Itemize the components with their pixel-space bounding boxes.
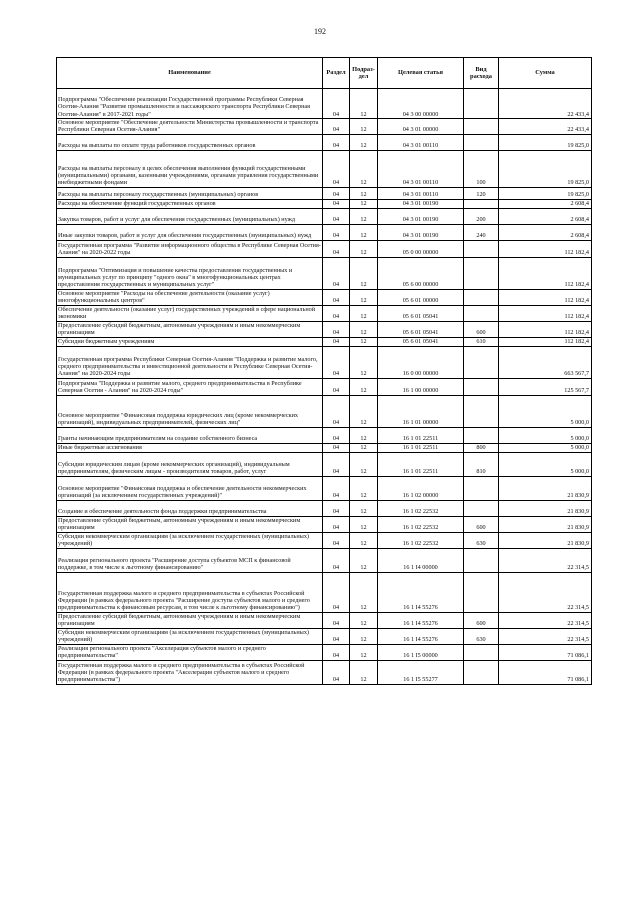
row-target: 04 3 00 00000: [378, 89, 464, 119]
row-sum: 2 608,4: [499, 224, 592, 240]
row-target: 16 1 02 00000: [378, 476, 464, 500]
row-name: Государственная программа "Развитие информационного общества в Республике Северная Осетия-Алания" на 2020-2022 годы: [58, 242, 321, 257]
row-name: Иные закупки товаров, работ и услуг для обеспечения государственных (муниципальных) нужд: [57, 224, 323, 240]
row-sum: 19 825,0: [499, 150, 592, 187]
table-row: [57, 321, 592, 337]
header-subsection: Подраз-дел: [350, 58, 378, 89]
row-sum: 19 825,0: [499, 134, 592, 150]
row-target: 05 6 01 05041: [378, 305, 464, 321]
table-row: [57, 644, 592, 660]
row-kind: [464, 548, 499, 572]
row-name: Расходы на выплаты персоналу в целях обеспечения выполнения функций государственными (муниципальными) органами, казенными учреждениями, органами управления государственными внебюджетными фондами: [57, 150, 323, 187]
row-sum: 2 608,4: [499, 208, 592, 224]
row-subsection: 12: [350, 443, 378, 452]
table-row: [57, 289, 592, 305]
table-row: [57, 548, 592, 572]
row-name: Основное мероприятие "Обеспечение деятельности Министерства промышленности и транспорта Республики Северная Осетия-Алания": [57, 119, 323, 135]
row-sum: 663 567,7: [499, 346, 592, 378]
table-row: [57, 660, 592, 684]
row-section: 04: [323, 452, 350, 476]
row-sum: 5 000,0: [499, 452, 592, 476]
row-sum: 22 314,5: [499, 572, 592, 612]
row-subsection: 12: [350, 427, 378, 443]
row-target: 16 1 00 00000: [378, 378, 464, 395]
table-row: [57, 337, 592, 346]
row-subsection: 12: [350, 187, 378, 199]
page-number: 192: [314, 27, 326, 36]
row-subsection: 12: [350, 89, 378, 119]
row-subsection: 12: [350, 305, 378, 321]
row-sum: 112 182,4: [499, 305, 592, 321]
row-subsection: 12: [350, 321, 378, 337]
row-sum: 112 182,4: [499, 289, 592, 305]
row-name: Обеспечение деятельности (оказание услуг) государственных учреждений в сфере национальной экономики: [57, 305, 323, 321]
row-sum: 21 830,9: [499, 532, 592, 548]
row-sum: 22 433,4: [499, 119, 592, 135]
table-row: [57, 150, 592, 187]
row-kind: [464, 500, 499, 516]
row-kind: 120: [464, 187, 499, 199]
table-row: [57, 224, 592, 240]
row-target: 05 6 00 00000: [378, 257, 464, 289]
header-kind: Вид расхода: [464, 58, 499, 89]
row-kind: [464, 346, 499, 378]
row-name: Субсидии некоммерческим организациям (за исключением государственных (муниципальных) учреждений): [57, 628, 323, 644]
row-section: 04: [323, 346, 350, 378]
row-target: 04 3 01 00190: [378, 224, 464, 240]
row-kind: [464, 476, 499, 500]
row-section: 04: [323, 240, 350, 257]
row-kind: 200: [464, 208, 499, 224]
row-target: 16 1 I4 55276: [378, 572, 464, 612]
row-name: Предоставление субсидий бюджетным, автономным учреждениям и иным некоммерческим организациям: [57, 321, 323, 337]
row-section: 04: [323, 187, 350, 199]
row-subsection: 12: [350, 150, 378, 187]
row-sum: 2 608,4: [499, 199, 592, 208]
row-name: Субсидии юридическим лицам (кроме некоммерческих организаций), индивидуальным предпринимателям, физическим лицам - производителям товаров, работ, услуг: [57, 452, 323, 476]
row-sum: 22 314,5: [499, 628, 592, 644]
row-name: Субсидии некоммерческим организациям (за исключением государственных (муниципальных) учреждений): [57, 532, 323, 548]
row-name: Подпрограмма "Обеспечение реализации Государственной программы Республики Северная Осетия-Алания "Развитие промышленности и пассажирского транспорта Республики Северная Осетия-Алания" в 2017-2021 годы": [57, 89, 323, 119]
row-target: 16 1 02 22532: [378, 532, 464, 548]
row-sum: 22 433,4: [499, 89, 592, 119]
row-name: Государственная поддержка малого и среднего предпринимательства в субъектах Российской Федерации (в рамках федерального проекта "Акселерация субъектов малого и среднего предпринимательства"): [57, 660, 323, 684]
row-section: 04: [323, 500, 350, 516]
row-kind: 630: [464, 628, 499, 644]
row-kind: 240: [464, 224, 499, 240]
row-name: Основное мероприятие "Финансовая поддержка и обеспечение деятельности некоммерческих организаций (за исключением государственных учреждений)": [57, 476, 323, 500]
row-name: Расходы на выплаты персоналу государственных (муниципальных) органов: [57, 187, 323, 199]
row-kind: 630: [464, 532, 499, 548]
row-sum: 21 830,9: [499, 476, 592, 500]
row-subsection: 12: [350, 208, 378, 224]
row-target: 04 3 01 00000: [378, 119, 464, 135]
row-kind: 600: [464, 516, 499, 532]
row-name: Гранты начинающим предпринимателям на создание собственного бизнеса: [57, 427, 323, 443]
row-section: 04: [323, 224, 350, 240]
row-target: 16 1 02 22532: [378, 516, 464, 532]
table-row: [57, 187, 592, 199]
row-name: Основное мероприятие "Расходы на обеспечение деятельности (оказание услуг) многофункциональных центров": [57, 289, 323, 305]
row-target: 04 3 01 00190: [378, 199, 464, 208]
row-target: 16 1 I4 00000: [378, 548, 464, 572]
row-sum: 71 086,1: [499, 660, 592, 684]
row-sum: 112 182,4: [499, 240, 592, 257]
row-subsection: 12: [350, 224, 378, 240]
row-sum: 112 182,4: [499, 321, 592, 337]
row-kind: [464, 378, 499, 395]
row-subsection: 12: [350, 134, 378, 150]
row-name: Расходы на обеспечение функций государственных органов: [57, 199, 323, 208]
header-name: Наименование: [57, 58, 323, 89]
row-name: Реализация регионального проекта "Расширение доступа субъектов МСП к финансовой поддержке, в том числе к льготному финансированию": [57, 548, 323, 572]
header-sum: Сумма: [499, 58, 592, 89]
row-kind: 810: [464, 452, 499, 476]
row-target: 04 3 01 00190: [378, 208, 464, 224]
row-section: 04: [323, 644, 350, 660]
row-target: 16 1 I5 55277: [378, 660, 464, 684]
row-target: 16 1 I5 00000: [378, 644, 464, 660]
table-row: [57, 443, 592, 452]
row-subsection: 12: [350, 548, 378, 572]
row-subsection: 12: [350, 337, 378, 346]
table-row: [57, 476, 592, 500]
row-target: 16 1 I4 55276: [378, 628, 464, 644]
row-name: Предоставление субсидий бюджетным, автономным учреждениям и иным некоммерческим организациям: [57, 612, 323, 628]
row-kind: 100: [464, 150, 499, 187]
row-target: 05 6 01 00000: [378, 289, 464, 305]
row-sum: 19 825,0: [499, 187, 592, 199]
row-subsection: 12: [350, 644, 378, 660]
row-sum: 112 182,4: [499, 337, 592, 346]
row-section: 04: [323, 628, 350, 644]
row-section: 04: [323, 337, 350, 346]
table-row: [57, 572, 592, 612]
row-subsection: 12: [350, 452, 378, 476]
row-kind: [464, 305, 499, 321]
row-target: 16 1 01 00000: [378, 395, 464, 427]
row-kind: [464, 119, 499, 135]
table-row: [57, 240, 592, 257]
row-kind: [464, 572, 499, 612]
row-section: 04: [323, 199, 350, 208]
table-body: [57, 89, 592, 685]
row-section: 04: [323, 257, 350, 289]
row-name: Государственная поддержка малого и среднего предпринимательства в субъектах Российской Федерации (в рамках федерального проекта "Расширение доступа субъектов малого и среднего предпринимательства к финансовым ресурсам, в том числе к льготному финансированию"): [57, 572, 323, 612]
table-row: [57, 427, 592, 443]
row-sum: 5 000,0: [499, 427, 592, 443]
table-header-row: [57, 58, 592, 89]
row-sum: 22 314,5: [499, 612, 592, 628]
row-subsection: 12: [350, 500, 378, 516]
table-row: [57, 134, 592, 150]
row-name: Государственная программа Республики Северная Осетия-Алания "Поддержка и развитие малого, среднего предпринимательства и инвестиционной деятельности в Республике Северная Осетия-Алания" на 2020-2024 годы: [57, 346, 323, 378]
row-section: 04: [323, 532, 350, 548]
table-row: [57, 612, 592, 628]
header-target: Целевая статья: [378, 58, 464, 89]
table-row: [57, 346, 592, 378]
row-section: 04: [323, 208, 350, 224]
table-row: [57, 378, 592, 395]
row-section: 04: [323, 395, 350, 427]
row-subsection: 12: [350, 289, 378, 305]
row-sum: 5 000,0: [499, 443, 592, 452]
row-kind: [464, 289, 499, 305]
row-target: 04 3 01 00110: [378, 150, 464, 187]
table-row: [57, 257, 592, 289]
row-name: Основное мероприятие "Финансовая поддержка юридических лиц (кроме некоммерческих организаций), индивидуальных предпринимателей, физических лиц": [57, 395, 323, 427]
row-target: 16 1 01 22511: [378, 427, 464, 443]
row-kind: [464, 660, 499, 684]
row-name: Субсидии бюджетным учреждениям: [57, 337, 323, 346]
row-name: Подпрограмма "Оптимизация и повышение качества предоставления государственных и муниципальных услуг по принципу "одного окна" в многофункциональных центрах предоставления государственных и муниципальных услуг": [57, 257, 323, 289]
row-target: 16 0 00 00000: [378, 346, 464, 378]
row-target: 16 1 01 22511: [378, 452, 464, 476]
row-kind: [464, 199, 499, 208]
row-sum: 125 567,7: [499, 378, 592, 395]
row-subsection: 12: [350, 612, 378, 628]
row-name: Расходы на выплаты по оплате труда работников государственных органов: [57, 134, 323, 150]
table-row: [57, 532, 592, 548]
row-target: 16 1 I4 55276: [378, 612, 464, 628]
row-sum: 21 830,9: [499, 500, 592, 516]
row-name: Реализация регионального проекта "Акселерация субъектов малого и среднего предпринимательства": [57, 644, 323, 660]
row-section: 04: [323, 321, 350, 337]
table-row: [57, 305, 592, 321]
row-target: 05 6 01 05041: [378, 337, 464, 346]
row-target: 05 6 01 05041: [378, 321, 464, 337]
row-section: 04: [323, 516, 350, 532]
row-subsection: 12: [350, 628, 378, 644]
table-row: [57, 119, 592, 135]
row-subsection: 12: [350, 257, 378, 289]
table-row: [57, 628, 592, 644]
row-target: 16 1 02 22532: [378, 500, 464, 516]
row-subsection: 12: [350, 532, 378, 548]
table-row: [57, 452, 592, 476]
row-kind: 610: [464, 337, 499, 346]
row-kind: [464, 395, 499, 427]
row-section: 04: [323, 548, 350, 572]
row-target: 16 1 01 22511: [378, 443, 464, 452]
row-name: Предоставление субсидий бюджетным, автономным учреждениям и иным некоммерческим организациям: [57, 516, 323, 532]
row-section: 04: [323, 378, 350, 395]
row-target: 04 3 01 00110: [378, 187, 464, 199]
row-target: 04 3 01 00110: [378, 134, 464, 150]
row-kind: 600: [464, 612, 499, 628]
row-sum: 71 086,1: [499, 644, 592, 660]
row-section: 04: [323, 134, 350, 150]
row-name: Подпрограмма "Поддержка и развитие малого, среднего предпринимательства в Республике Северная Осетия - Алания" на 2020-2024 годы": [57, 378, 323, 395]
row-subsection: 12: [350, 378, 378, 395]
budget-table: [56, 57, 592, 685]
row-sum: 5 000,0: [499, 395, 592, 427]
row-subsection: 12: [350, 346, 378, 378]
row-subsection: 12: [350, 119, 378, 135]
row-subsection: 12: [350, 660, 378, 684]
row-subsection: 12: [350, 395, 378, 427]
row-kind: [464, 257, 499, 289]
row-kind: [464, 240, 499, 257]
row-subsection: 12: [350, 476, 378, 500]
row-subsection: 12: [350, 240, 378, 257]
row-section: 04: [323, 150, 350, 187]
table-row: [57, 208, 592, 224]
row-section: 04: [323, 443, 350, 452]
row-section: 04: [323, 612, 350, 628]
row-sum: 112 182,4: [499, 257, 592, 289]
row-section: 04: [323, 89, 350, 119]
table-row: [57, 199, 592, 208]
row-name: Закупка товаров, работ и услуг для обеспечения государственных (муниципальных) нужд: [57, 208, 323, 224]
row-kind: [464, 134, 499, 150]
header-section: Раздел: [323, 58, 350, 89]
row-kind: [464, 644, 499, 660]
row-sum: 21 830,9: [499, 516, 592, 532]
row-kind: 800: [464, 443, 499, 452]
row-name: Создание и обеспечение деятельности фонда поддержки предпринимательства: [57, 500, 323, 516]
row-section: 04: [323, 476, 350, 500]
row-kind: 600: [464, 321, 499, 337]
row-section: 04: [323, 660, 350, 684]
row-kind: [464, 427, 499, 443]
table-row: [57, 395, 592, 427]
row-subsection: 12: [350, 199, 378, 208]
row-kind: [464, 89, 499, 119]
row-section: 04: [323, 119, 350, 135]
row-sum: 22 314,5: [499, 548, 592, 572]
row-section: 04: [323, 427, 350, 443]
row-section: 04: [323, 289, 350, 305]
table-row: [57, 516, 592, 532]
table-row: [57, 500, 592, 516]
row-name: Иные бюджетные ассигнования: [57, 443, 323, 452]
row-section: 04: [323, 572, 350, 612]
row-subsection: 12: [350, 572, 378, 612]
row-target: 05 0 00 00000: [378, 240, 464, 257]
row-subsection: 12: [350, 516, 378, 532]
table-row: [57, 89, 592, 119]
row-section: 04: [323, 305, 350, 321]
